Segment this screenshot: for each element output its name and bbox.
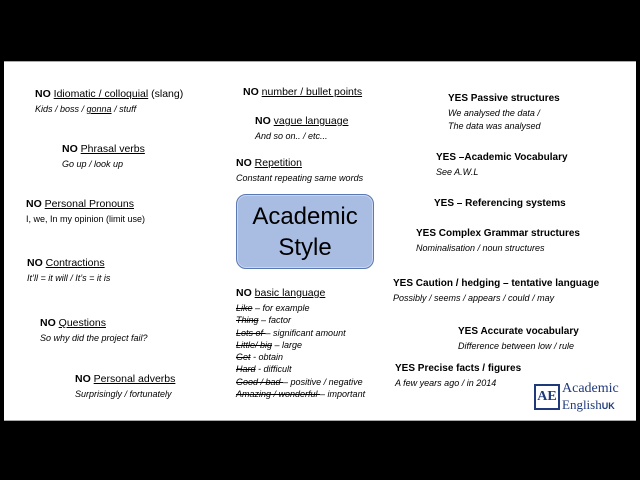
yes-accurate-vocabulary: YES Accurate vocabulary Difference between low / rule — [458, 326, 579, 351]
logo-word-academic: Academic — [562, 381, 619, 396]
no-personal-adverbs: NO Personal adverbs Surprisingly / fortunately — [75, 373, 176, 399]
logo-word-english: EnglishUK — [562, 397, 615, 412]
basic-row: Little/ big – large — [236, 339, 303, 350]
yes-precise-facts: YES Precise facts / figures A few years ago / in 2014 — [395, 363, 522, 388]
yes-passive: YES Passive structures We analysed the data / The data was analysed — [448, 93, 560, 131]
no-bullet-points: NO number / bullet points — [243, 86, 363, 98]
no-repetition: NO Repetition Constant repeating same words — [236, 157, 364, 183]
no-personal-pronouns: NO Personal Pronouns I, we, In my opinion (limit use) — [26, 198, 146, 224]
basic-row: Thing – factor — [236, 315, 292, 326]
basic-row: Like – for example — [236, 303, 310, 313]
basic-row: Get - obtain — [236, 352, 284, 363]
basic-row: Amazing / wonderful – important — [236, 389, 366, 400]
no-phrasal-verbs: NO Phrasal verbs Go up / look up — [62, 143, 145, 169]
no-questions: NO Questions So why did the project fail? — [40, 317, 148, 343]
academic-english-uk-logo — [534, 380, 624, 414]
slide — [4, 61, 636, 421]
center-title-line1: Academic — [252, 202, 358, 230]
no-contractions: NO Contractions It’ll = it will / It’s = it is — [27, 257, 111, 283]
no-vague-language: NO vague language And so on.. / etc... — [255, 115, 349, 141]
no-basic-language: NO basic language Like – for example Thing – factor Lots of – significant amount Little/ big – large Get - obtain Hard - difficult Good / bad – positive / negative Amazing / wonderful – important — [236, 287, 366, 400]
basic-row: Lots of – significant amount — [236, 327, 346, 338]
no-idiomatic: NO Idiomatic / colloquial (slang) Kids / boss / gonna / stuff — [35, 88, 184, 114]
basic-row: Good / bad – positive / negative — [236, 376, 363, 387]
no-idiomatic-examples: Kids / boss / gonna / stuff — [35, 104, 137, 114]
academic-style-box — [236, 194, 374, 269]
yes-referencing: YES – Referencing systems — [434, 198, 566, 209]
yes-hedging: YES Caution / hedging – tentative language Possibly / seems / appears / could / may — [393, 278, 600, 303]
basic-row: Hard - difficult — [236, 364, 292, 375]
ae-logo-icon: AE — [534, 384, 560, 410]
basic-language-list — [236, 302, 365, 400]
yes-academic-vocabulary: YES –Academic Vocabulary See A.W.L — [436, 152, 568, 177]
yes-complex-grammar: YES Complex Grammar structures Nominalisation / noun structures — [416, 228, 580, 253]
center-title-line2: Style — [278, 233, 332, 261]
